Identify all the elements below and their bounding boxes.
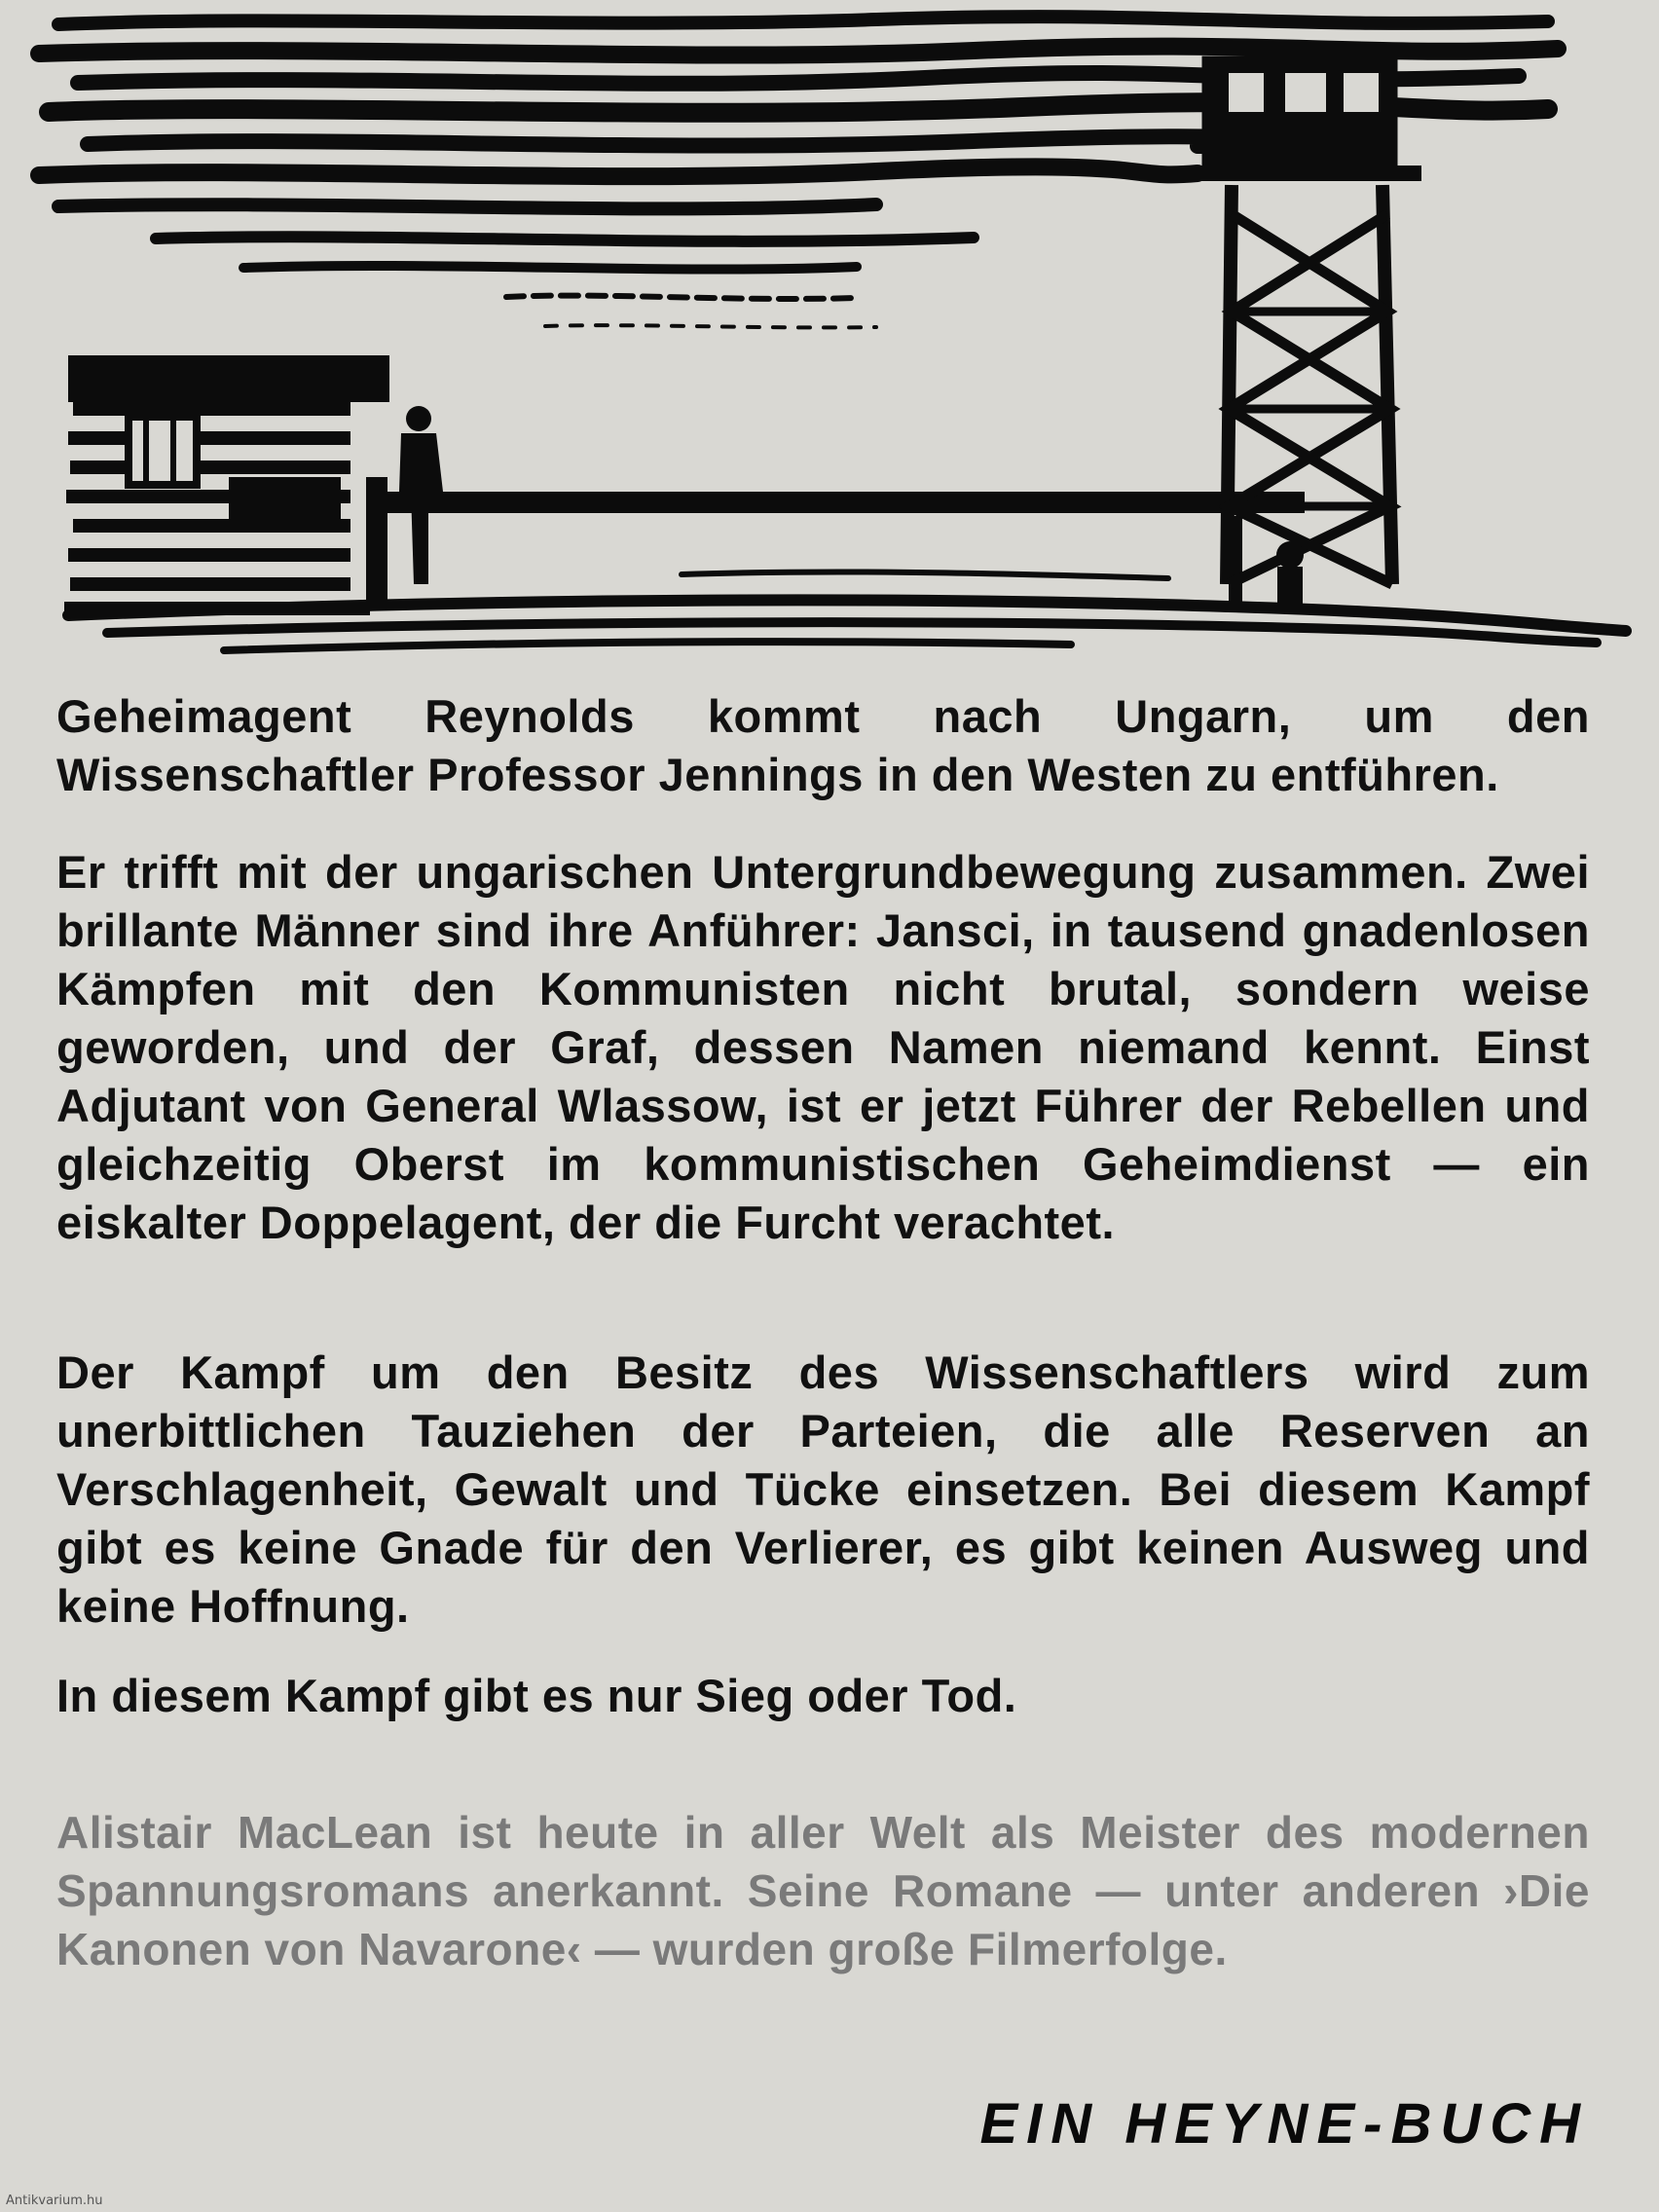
- blurb-paragraph-3: Der Kampf um den Besitz des Wissenschaftlers wird zum unerbittlichen Tauziehen der Parteien, die alle Reserven an Verschlagenheit, Gewalt und Tücke einsetzen. Bei diesem Kampf gibt es keine Gnade für den Verlierer, es gibt keinen Ausweg und keine Hoffnung.: [56, 1346, 1590, 1632]
- blurb-paragraph-2: Er trifft mit der ungarischen Untergrundbewegung zusammen. Zwei brillante Männer sind ihre Anführer: Jansci, in tausend gnadenlosen Kämpfen mit den Kommunisten nicht brutal, sondern weise geworden, und der Graf, dessen Namen niemand kennt. Einst Adjutant von General Wlassow, ist er jetzt Führer der Rebellen und gleichzeitig Oberst im kommunistischen Geheimdienst — ein eiskalter Doppelagent, der die Furcht verachtet.: [56, 846, 1590, 1248]
- border-crossing-illustration: [0, 0, 1659, 672]
- source-watermark: Antikvarium.hu: [6, 2194, 103, 2208]
- guardhouse: [64, 355, 389, 608]
- publisher-imprint: EIN HEYNE-BUCH: [979, 2092, 1589, 2156]
- watchtower: [1193, 56, 1421, 606]
- blurb-tagline: In diesem Kampf gibt es nur Sieg oder Tod.: [56, 1670, 1017, 1721]
- author-note: Alistair MacLean ist heute in aller Welt als Meister des modernen Spannungsromans anerkannt. Seine Romane — unter anderen ›Die Kanonen von Navarone‹ — wurden große Filmerfolge.: [56, 1807, 1590, 1974]
- blurb-paragraph-1: Geheimagent Reynolds kommt nach Ungarn, um den Wissenschaftler Professor Jennings in den Westen zu entführen.: [56, 690, 1590, 800]
- barrier-gate: [366, 477, 1305, 604]
